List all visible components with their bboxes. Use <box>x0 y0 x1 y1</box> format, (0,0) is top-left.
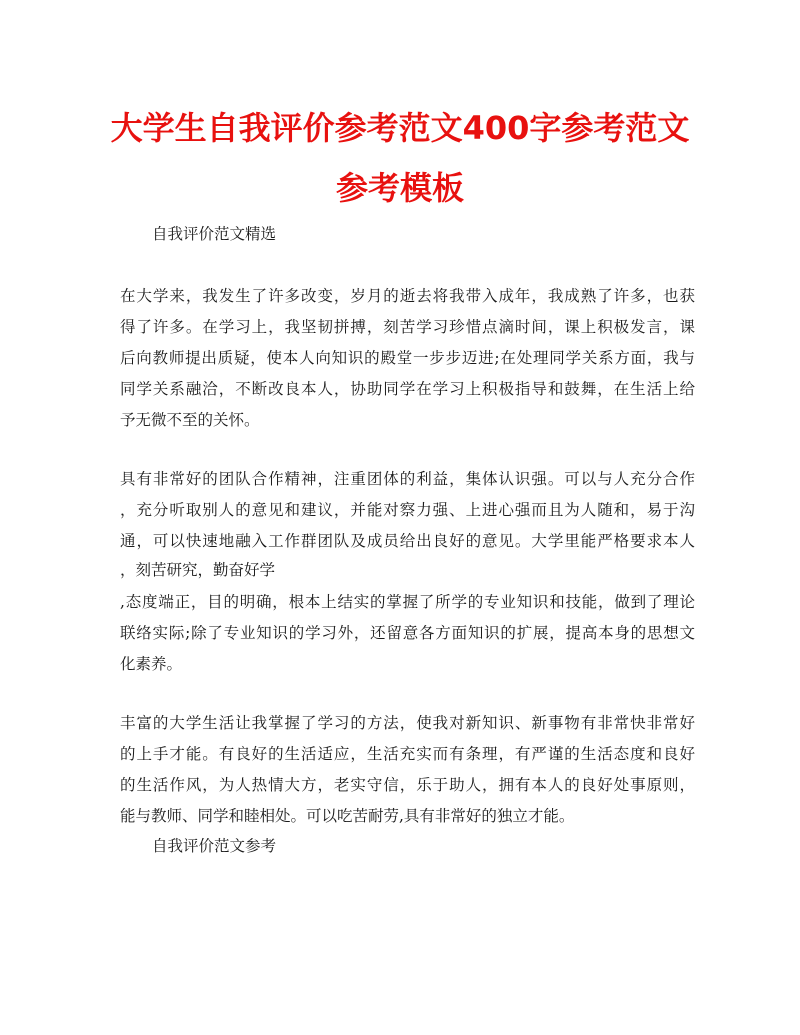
paragraph-2-line: 具有非常好的团队合作精神，注重团体的利益，集体认识强。可以与人充分合作 <box>120 470 695 488</box>
paragraph-3-line: 丰富的大学生活让我掌握了学习的方法，使我对新知识、新事物有非常快非常好 <box>120 714 695 732</box>
section-heading-1: 自我评价范文精选 <box>152 225 277 243</box>
paragraph-1-line: 后向教师提出质疑，使本人向知识的殿堂一步步迈进;在处理同学关系方面，我与 <box>120 349 695 367</box>
section-heading-2: 自我评价范文参考 <box>152 837 277 855</box>
paragraph-2-line: 化素养。 <box>120 655 183 673</box>
paragraph-1-line: 予无微不至的关怀。 <box>120 411 260 429</box>
paragraph-2-line: ，刻苦研究，勤奋好学 <box>120 561 276 579</box>
document-title-line-2: 参考模板 <box>335 169 464 207</box>
paragraph-3-line: 能与教师、同学和睦相处。可以吃苦耐劳,具有非常好的独立才能。 <box>120 807 575 825</box>
document-title-line-1: 大学生自我评价参考范文400字参考范文 <box>110 109 690 147</box>
paragraph-1-line: 在大学来，我发生了许多改变，岁月的逝去将我带入成年，我成熟了许多，也获 <box>120 287 695 305</box>
paragraph-1-line: 同学关系融洽，不断改良本人，协助同学在学习上积极指导和鼓舞，在生活上给 <box>120 380 695 398</box>
paragraph-3-line: 的生活作风，为人热情大方，老实守信，乐于助人，拥有本人的良好处事原则， <box>120 776 695 794</box>
paragraph-1-line: 得了许多。在学习上，我坚韧拼搏，刻苦学习珍惜点滴时间，课上积极发言，课 <box>120 318 695 336</box>
paragraph-2-line: 通，可以快速地融入工作群团队及成员给出良好的意见。大学里能严格要求本人 <box>120 532 695 550</box>
paragraph-3-line: 的上手才能。有良好的生活适应，生活充实而有条理，有严谨的生活态度和良好 <box>120 745 695 763</box>
paragraph-2-line: ,态度端正，目的明确，根本上结实的掌握了所学的专业知识和技能，做到了理论 <box>120 593 695 611</box>
paragraph-2-line: 联络实际;除了专业知识的学习外，还留意各方面知识的扩展，提高本身的思想文 <box>120 624 695 642</box>
paragraph-2-line: ，充分听取别人的意见和建议，并能对察力强、上进心强而且为人随和，易于沟 <box>120 501 695 519</box>
